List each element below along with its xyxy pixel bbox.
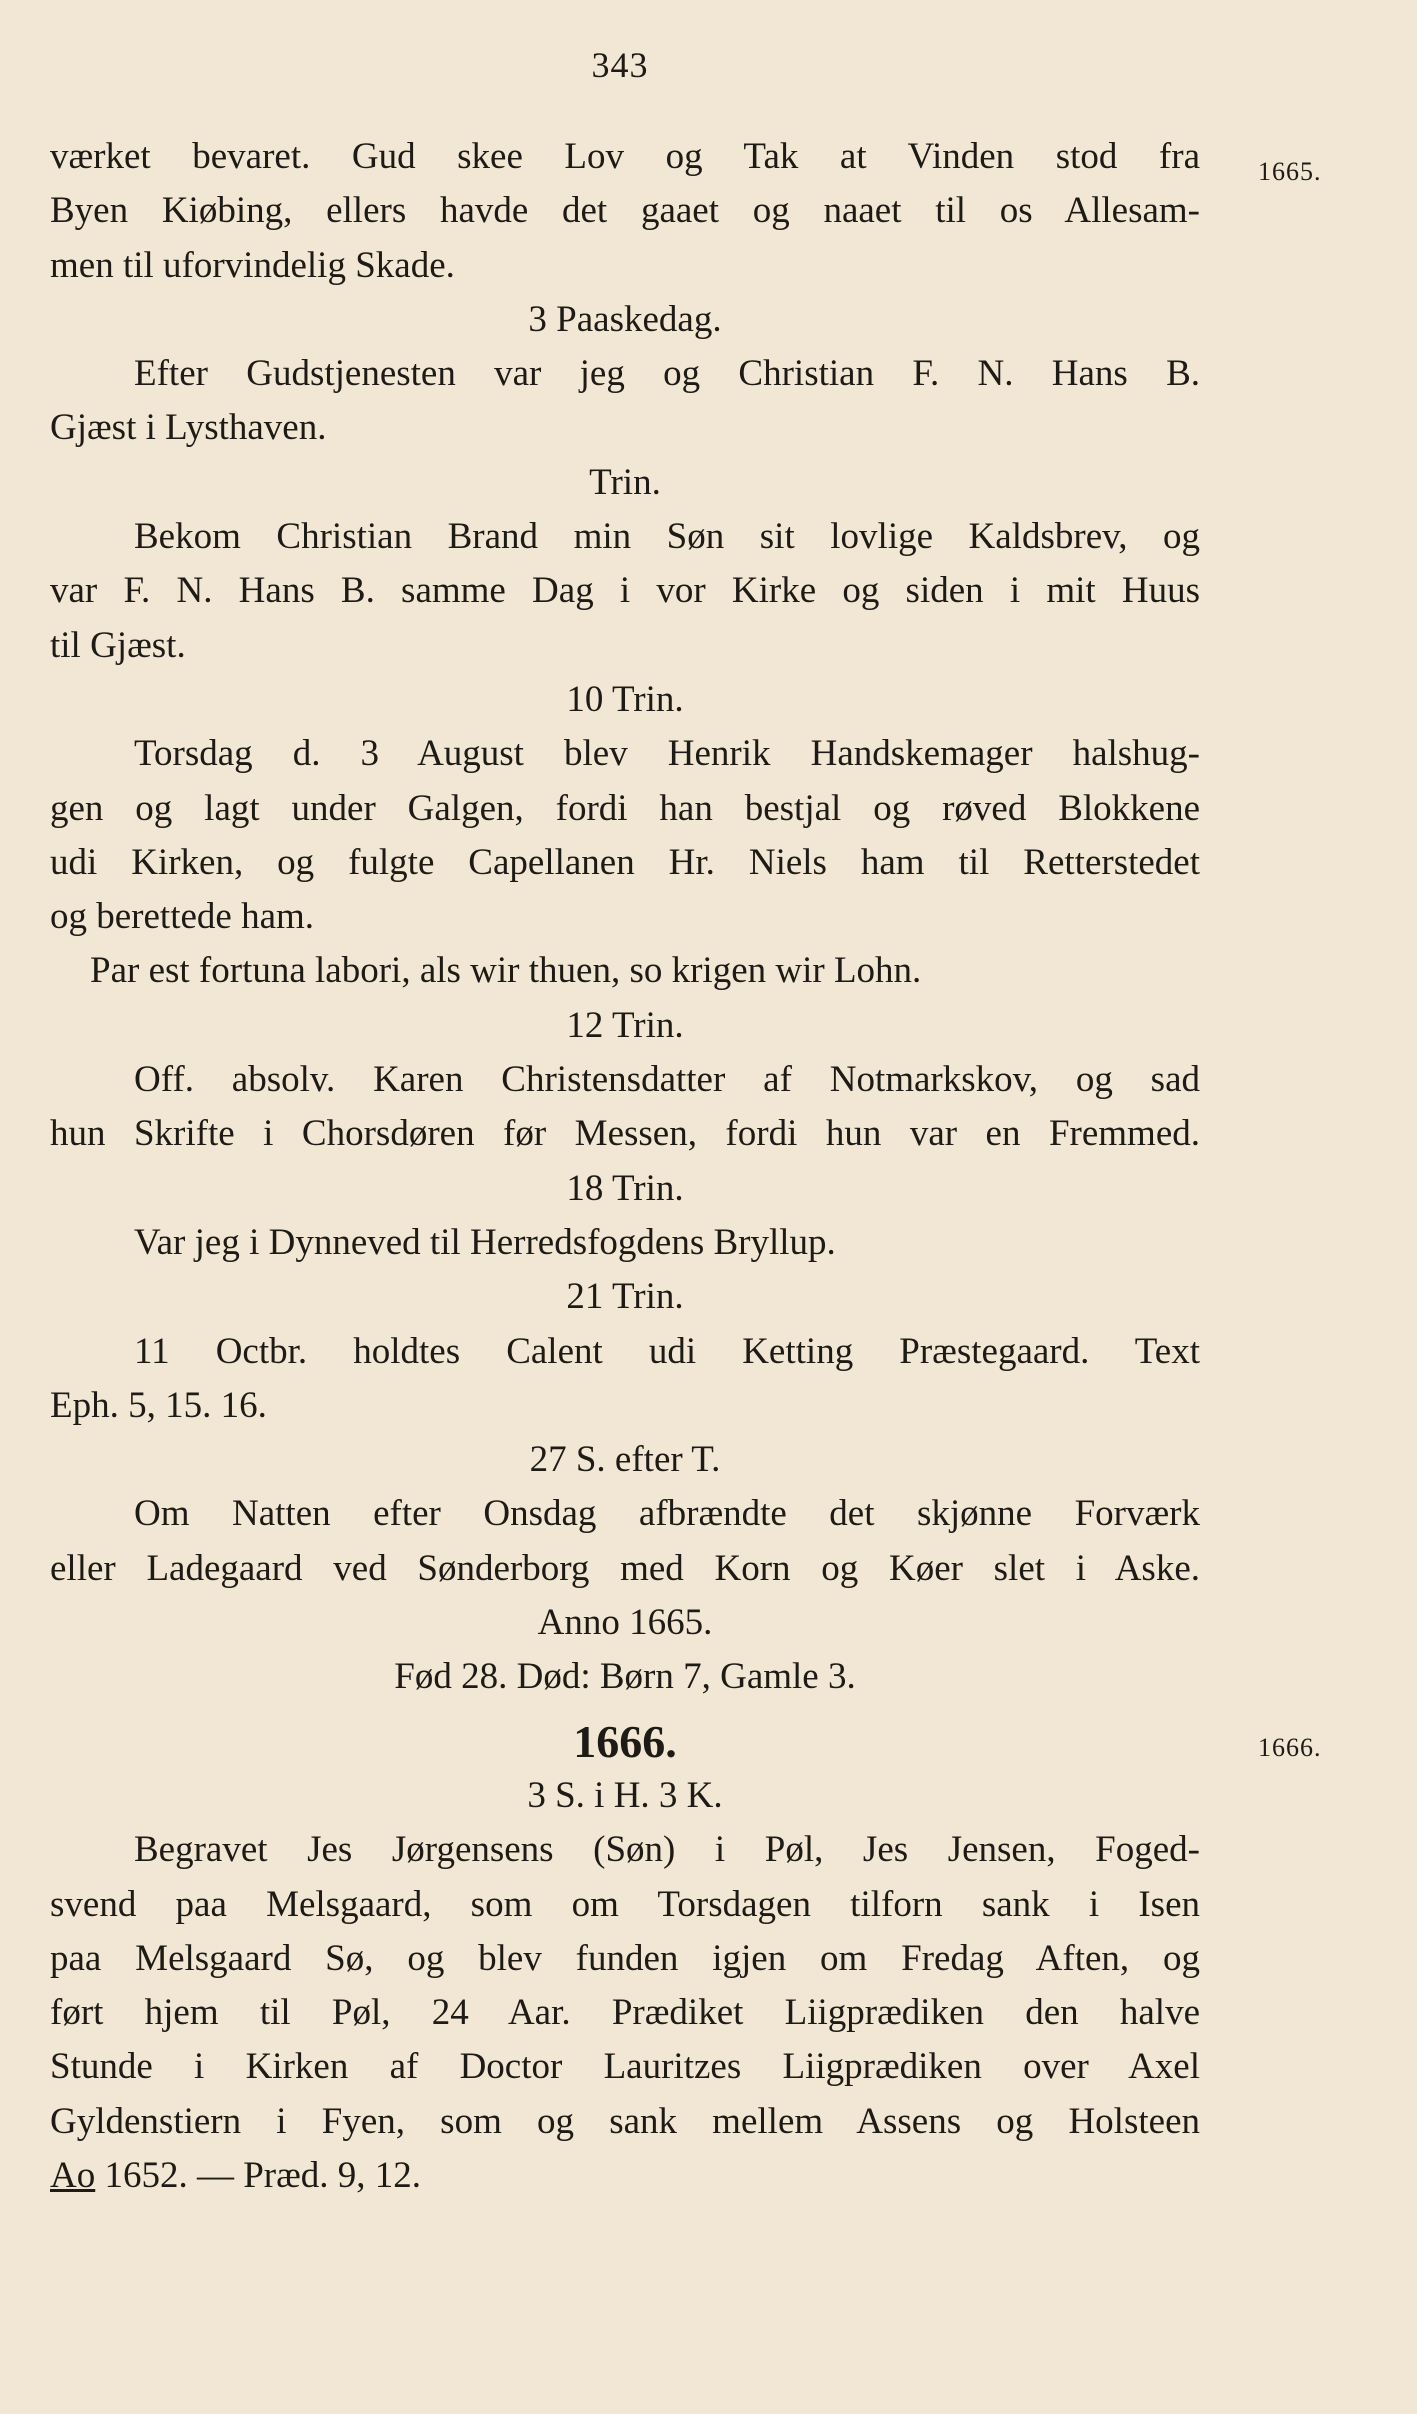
text-line: Begravet Jes Jørgensens (Søn) i Pøl, Jes Jensen, Foged- — [134, 1829, 1200, 1871]
text-line: og berettede ham. — [50, 896, 315, 938]
motto-line: Par est fortuna labori, als wir thuen, so krigen wir Lohn. — [90, 950, 922, 992]
section-heading: 3 Paaskedag. — [528, 298, 722, 340]
section-heading: 21 Trin. — [566, 1276, 684, 1318]
final-line-rest: 1652. — Præd. 9, 12. — [95, 2154, 422, 2196]
section-heading: 12 Trin. — [566, 1004, 684, 1046]
text-line: Torsdag d. 3 August blev Henrik Handskemager halshug- — [134, 733, 1200, 775]
text-line: værket bevaret. Gud skee Lov og Tak at Vinden stod fra — [50, 136, 1200, 177]
birth-death-summary: Fød 28. Død: Børn 7, Gamle 3. — [394, 1656, 856, 1698]
text-line: paa Melsgaard Sø, og blev funden igjen om Fredag Aften, og — [50, 1937, 1200, 1979]
text-line: hun Skrifte i Chorsdøren før Messen, fordi hun var en Fremmed. — [50, 1113, 1200, 1155]
text-line: Stunde i Kirken af Doctor Lauritzes Liigprædiken over Axel — [50, 2046, 1200, 2088]
text-line: Gjæst i Lysthaven. — [50, 407, 327, 449]
margin-year-1666: 1666. — [1258, 1733, 1322, 1762]
section-heading: Trin. — [589, 461, 661, 503]
section-heading: 18 Trin. — [566, 1167, 684, 1209]
text-line: Eph. 5, 15. 16. — [50, 1384, 267, 1426]
section-heading: 27 S. efter T. — [529, 1439, 721, 1481]
section-heading: 3 S. i H. 3 K. — [527, 1774, 723, 1816]
text-line: var F. N. Hans B. samme Dag i vor Kirke og siden i mit Huus — [50, 570, 1200, 612]
page-number: 343 — [591, 45, 649, 85]
text-line-final — [50, 2149, 1200, 2203]
text-line: Byen Kiøbing, ellers havde det gaaet og naaet til os Allesam- — [50, 190, 1200, 232]
year-heading-1666: 1666. — [573, 1715, 677, 1767]
text-line: Efter Gudstjenesten var jeg og Christian F. N. Hans B. — [134, 353, 1200, 395]
text-line: eller Ladegaard ved Sønderborg med Korn og Køer slet i Aske. — [50, 1547, 1200, 1589]
margin-year-1665: 1665. — [1258, 157, 1322, 186]
body-text — [50, 130, 1200, 2203]
text-line: Var jeg i Dynneved til Herredsfogdens Bryllup. — [134, 1221, 836, 1263]
text-line: Om Natten efter Onsdag afbrændte det skjønne Forværk — [134, 1493, 1200, 1535]
text-line: men til uforvindelig Skade. — [50, 244, 455, 286]
section-heading: Anno 1665. — [537, 1602, 713, 1644]
anno-abbreviation: Ao — [50, 2154, 96, 2196]
text-line: 11 Octbr. holdtes Calent udi Ketting Præstegaard. Text — [134, 1330, 1200, 1372]
text-line: Off. absolv. Karen Christensdatter af Notmarkskov, og sad — [134, 1059, 1200, 1101]
text-line: til Gjæst. — [50, 624, 186, 666]
section-heading: 10 Trin. — [566, 678, 684, 720]
text-line: ført hjem til Pøl, 24 Aar. Prædiket Liigprædiken den halve — [50, 1992, 1200, 2034]
text-line: Bekom Christian Brand min Søn sit lovlige Kaldsbrev, og — [134, 516, 1200, 558]
text-line: Gyldenstiern i Fyen, som og sank mellem Assens og Holsteen — [50, 2100, 1200, 2142]
text-line: svend paa Melsgaard, som om Torsdagen tilforn sank i Isen — [50, 1883, 1200, 1925]
text-line: udi Kirken, og fulgte Capellanen Hr. Niels ham til Retterstedet — [50, 841, 1200, 883]
text-line: gen og lagt under Galgen, fordi han bestjal og røved Blokkene — [50, 787, 1200, 829]
